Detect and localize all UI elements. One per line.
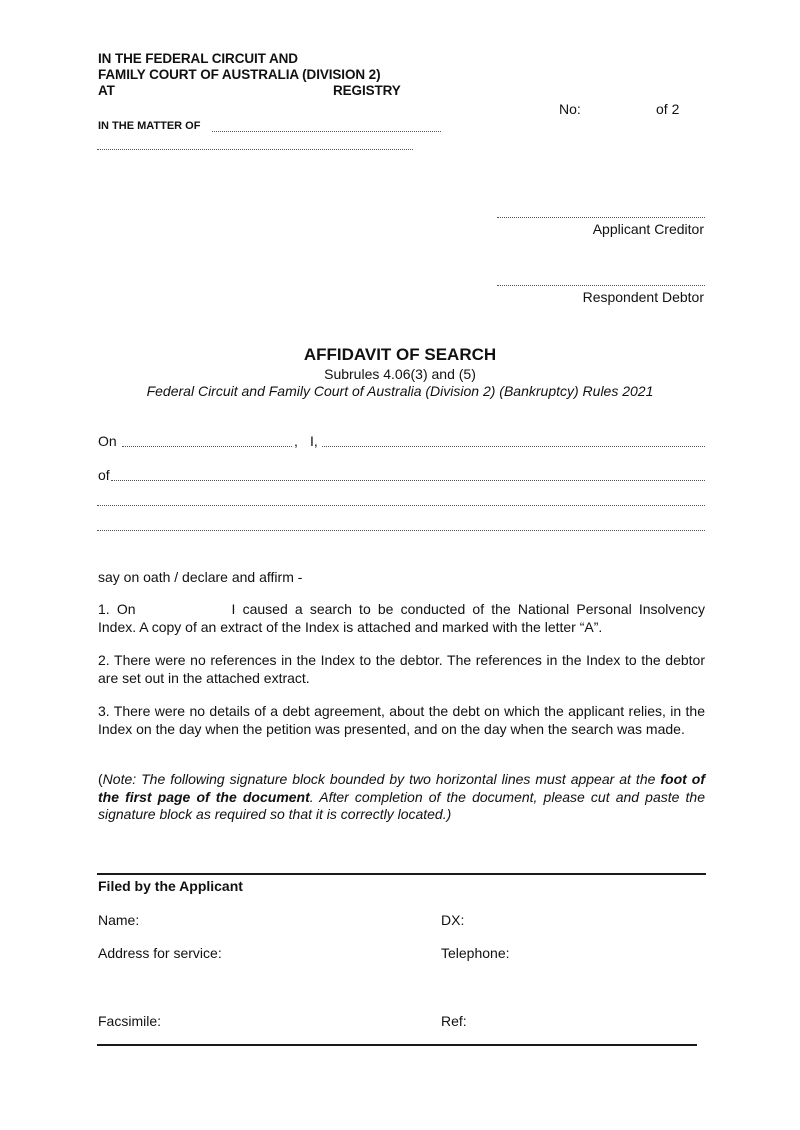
facsimile-label: Facsimile:: [98, 1013, 162, 1029]
respondent-debtor-field[interactable]: [497, 285, 705, 286]
comma-separator: ,: [294, 433, 298, 449]
deponent-address-line-3[interactable]: [97, 530, 705, 531]
registry-line: [98, 83, 418, 99]
note-open-paren: (: [98, 771, 103, 787]
rules-name: Federal Circuit and Family Court of Australia (Division 2) (Bankruptcy) Rules 2021: [146, 383, 654, 399]
applicant-creditor-label: Applicant Creditor: [592, 221, 704, 237]
i-label: I,: [310, 433, 318, 449]
file-number-of-label: of 2: [656, 101, 680, 117]
court-line-1: IN THE FEDERAL CIRCUIT AND: [98, 51, 298, 66]
paragraph-1: [98, 601, 705, 636]
address-for-service-label: Address for service:: [98, 945, 222, 961]
note-text-1: Note: The following signature block bounded by two horizontal lines must appear at the: [102, 771, 661, 787]
affidavit-date-field[interactable]: [122, 446, 292, 447]
note-text-emphasis: foot of the first page of the document: [98, 771, 705, 805]
applicant-creditor-field[interactable]: [497, 217, 705, 218]
ref-label: Ref:: [441, 1013, 467, 1029]
court-heading: [98, 51, 418, 99]
on-label: On: [98, 433, 117, 449]
filed-by-heading: Filed by the Applicant: [98, 878, 243, 894]
of-label: of: [98, 467, 110, 483]
paragraph-3: 3. There were no details of a debt agreement, about the debt on which the applicant relies, in the Index on the day when the petition was presented, and on the day when the search was made.: [98, 703, 705, 737]
court-line-2: FAMILY COURT OF AUSTRALIA (DIVISION 2): [98, 67, 381, 82]
file-number-label: No:: [559, 101, 581, 117]
matter-name-field-line-2[interactable]: [97, 149, 413, 150]
at-label: AT: [98, 83, 115, 98]
signature-block-note: [98, 771, 705, 824]
note-text-2: . After completion of the document, please cut and paste the signature block as required so that it is correctly located.): [98, 788, 705, 822]
document-title: AFFIDAVIT OF SEARCH: [303, 345, 497, 364]
paragraph-2: 2. There were no references in the Index to the debtor. The references in the Index to the debtor are set out in the attached extract.: [98, 652, 705, 686]
paragraph-1-prefix: 1. On: [98, 601, 136, 617]
deponent-address-line-2[interactable]: [97, 505, 705, 506]
oath-statement: say on oath / declare and affirm -: [98, 569, 303, 585]
subrules-reference: Subrules 4.06(3) and (5): [324, 366, 476, 382]
file-number-field[interactable]: [588, 101, 650, 118]
deponent-address-field[interactable]: [111, 480, 705, 481]
telephone-label: Telephone:: [441, 945, 510, 961]
paragraph-1-text: I caused a search to be conducted of the National Personal Insolvency Index. A copy of an extract of the Index is attached and marked with the letter “A”.: [98, 601, 705, 635]
matter-name-field[interactable]: [212, 131, 441, 132]
signature-block-top-rule: [97, 873, 706, 875]
in-the-matter-of-label: IN THE MATTER OF: [98, 120, 201, 132]
signature-block-bottom-rule: [97, 1044, 697, 1046]
name-label: Name:: [98, 912, 140, 928]
registry-label: REGISTRY: [333, 83, 401, 98]
dx-label: DX:: [441, 912, 465, 928]
respondent-debtor-label: Respondent Debtor: [582, 289, 704, 305]
deponent-name-field[interactable]: [322, 446, 705, 447]
